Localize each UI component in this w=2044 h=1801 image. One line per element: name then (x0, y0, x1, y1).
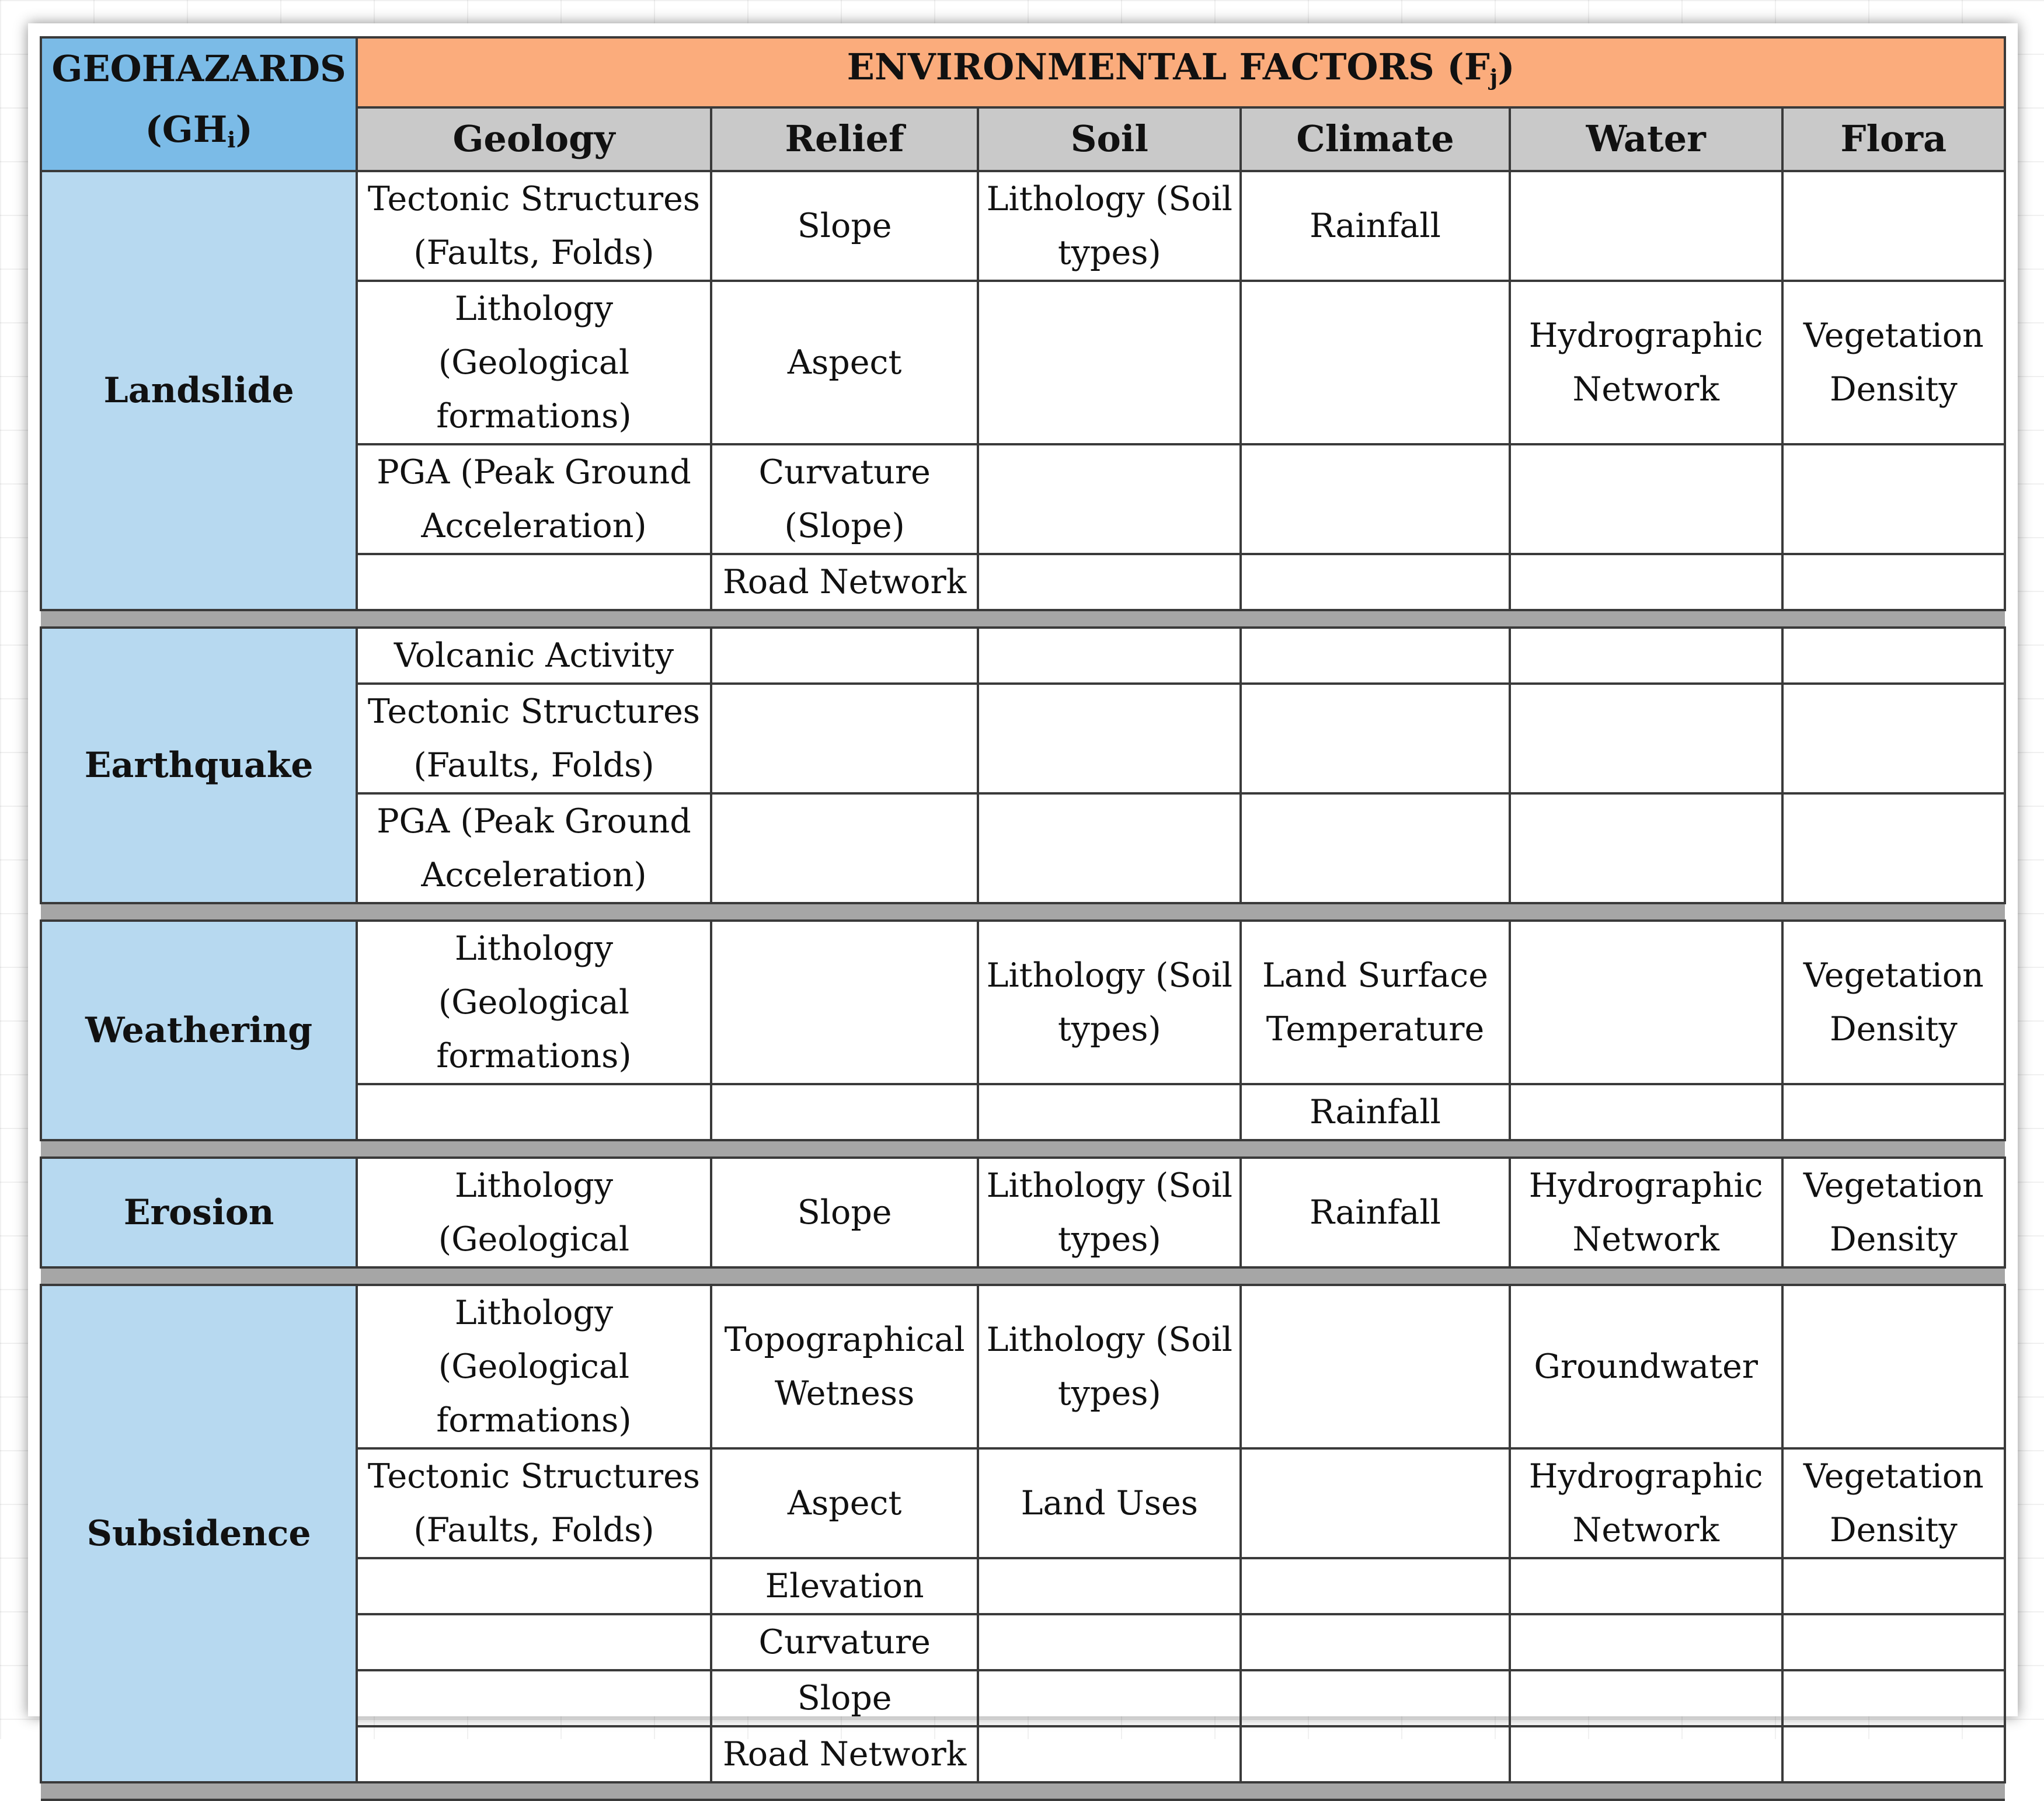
cell-flora (1782, 444, 2005, 554)
cell-water (1510, 1614, 1782, 1670)
cell-geology: Lithology (Geological (357, 1158, 711, 1267)
cell-climate (1241, 684, 1510, 793)
cell-geology (357, 1726, 711, 1782)
group-separator (41, 903, 2005, 921)
cell-relief (711, 628, 979, 684)
cell-flora (1782, 684, 2005, 793)
table-row (41, 1285, 2005, 1448)
cell-flora: Vegetation Density (1782, 1448, 2005, 1558)
cell-soil (978, 444, 1241, 554)
cell-flora: Vegetation Density (1782, 921, 2005, 1084)
cell-climate (1241, 444, 1510, 554)
cell-relief: Elevation (711, 1558, 979, 1614)
geohazards-factors-table (40, 36, 2006, 1801)
cell-geology (357, 1084, 711, 1140)
cell-flora: Vegetation Density (1782, 281, 2005, 444)
cell-water (1510, 793, 1782, 903)
cell-water (1510, 684, 1782, 793)
cell-water: Hydrographic Network (1510, 1448, 1782, 1558)
group-separator (41, 1140, 2005, 1158)
header-row-top (41, 37, 2005, 107)
cell-climate (1241, 281, 1510, 444)
cell-water (1510, 1558, 1782, 1614)
cell-climate (1241, 1614, 1510, 1670)
cell-water (1510, 628, 1782, 684)
cell-climate (1241, 1670, 1510, 1726)
cell-flora (1782, 1285, 2005, 1448)
cell-relief: Slope (711, 1158, 979, 1267)
column-header-geology: Geology (357, 107, 711, 172)
cell-climate (1241, 1448, 1510, 1558)
cell-flora (1782, 1670, 2005, 1726)
cell-flora (1782, 793, 2005, 903)
env-subscript: j (1489, 64, 1498, 90)
cell-soil (978, 684, 1241, 793)
hazard-label-landslide: Landslide (41, 171, 357, 610)
cell-relief: Curvature (Slope) (711, 444, 979, 554)
cell-water (1510, 554, 1782, 610)
group-separator (41, 610, 2005, 628)
geohazards-symbol: $(GH_i)$ (145, 108, 253, 153)
hazard-label-earthquake: Earthquake (41, 628, 357, 903)
cell-climate: Rainfall (1241, 171, 1510, 281)
cell-climate (1241, 793, 1510, 903)
cell-water: Hydrographic Network (1510, 1158, 1782, 1267)
column-header-flora: Flora (1782, 107, 2005, 172)
cell-geology: PGA (Peak Ground Acceleration) (357, 793, 711, 903)
cell-soil: Lithology (Soil types) (978, 171, 1241, 281)
cell-geology (357, 1558, 711, 1614)
column-header-soil: Soil (978, 107, 1241, 172)
cell-water (1510, 1726, 1782, 1782)
cell-soil (978, 793, 1241, 903)
cell-climate (1241, 554, 1510, 610)
table-row (41, 628, 2005, 684)
cell-relief: Road Network (711, 1726, 979, 1782)
cell-water (1510, 444, 1782, 554)
cell-relief (711, 1084, 979, 1140)
cell-geology (357, 1614, 711, 1670)
cell-flora (1782, 171, 2005, 281)
cell-soil: Lithology (Soil types) (978, 921, 1241, 1084)
cell-relief: Aspect (711, 281, 979, 444)
cell-soil (978, 1614, 1241, 1670)
cell-geology: Volcanic Activity (357, 628, 711, 684)
cell-climate: Rainfall (1241, 1158, 1510, 1267)
cell-geology: Tectonic Structures (Faults, Folds) (357, 1448, 711, 1558)
geohazards-subscript: i (227, 127, 236, 153)
group-separator (41, 1267, 2005, 1285)
cell-geology (357, 554, 711, 610)
cell-flora: Vegetation Density (1782, 1158, 2005, 1267)
cell-climate (1241, 628, 1510, 684)
cell-water (1510, 1084, 1782, 1140)
cell-soil: Lithology (Soil types) (978, 1158, 1241, 1267)
cell-soil (978, 1558, 1241, 1614)
cell-flora (1782, 628, 2005, 684)
cell-flora (1782, 1558, 2005, 1614)
cell-soil: Lithology (Soil types) (978, 1285, 1241, 1448)
cell-relief: Aspect (711, 1448, 979, 1558)
cell-soil (978, 281, 1241, 444)
cell-soil: Land Uses (978, 1448, 1241, 1558)
cell-relief: Road Network (711, 554, 979, 610)
group-separator (41, 1782, 2005, 1800)
cell-relief: Curvature (711, 1614, 979, 1670)
hazard-label-weathering: Weathering (41, 921, 357, 1140)
cell-relief: Topographical Wetness (711, 1285, 979, 1448)
cell-geology: Lithology (Geological formations) (357, 1285, 711, 1448)
geohazards-title: GEOHAZARDS (51, 47, 346, 90)
cell-relief (711, 921, 979, 1084)
cell-water (1510, 921, 1782, 1084)
cell-relief (711, 684, 979, 793)
hazard-label-subsidence: Subsidence (41, 1285, 357, 1782)
cell-flora (1782, 1726, 2005, 1782)
cell-geology: PGA (Peak Ground Acceleration) (357, 444, 711, 554)
table-image-frame (28, 23, 2018, 1774)
cell-water (1510, 171, 1782, 281)
cell-relief: Slope (711, 171, 979, 281)
hazard-label-erosion: Erosion (41, 1158, 357, 1267)
table-row (41, 171, 2005, 281)
environmental-factors-header-cell: ENVIRONMENTAL FACTORS $(F_j)$ (357, 37, 2005, 107)
cell-geology: Lithology (Geological formations) (357, 921, 711, 1084)
cell-soil (978, 554, 1241, 610)
cell-climate: Rainfall (1241, 1084, 1510, 1140)
cell-water: Groundwater (1510, 1285, 1782, 1448)
cell-geology (357, 1670, 711, 1726)
cell-climate (1241, 1558, 1510, 1614)
column-header-relief: Relief (711, 107, 979, 172)
cell-climate: Land Surface Temperature (1241, 921, 1510, 1084)
cell-geology: Tectonic Structures (Faults, Folds) (357, 684, 711, 793)
cell-climate (1241, 1285, 1510, 1448)
cell-relief: Slope (711, 1670, 979, 1726)
cell-flora (1782, 554, 2005, 610)
cell-geology: Tectonic Structures (Faults, Folds) (357, 171, 711, 281)
column-header-climate: Climate (1241, 107, 1510, 172)
cell-flora (1782, 1614, 2005, 1670)
cell-water: Hydrographic Network (1510, 281, 1782, 444)
cell-water (1510, 1670, 1782, 1726)
cell-soil (978, 1670, 1241, 1726)
cell-flora (1782, 1084, 2005, 1140)
cell-geology: Lithology (Geological formations) (357, 281, 711, 444)
cell-soil (978, 1726, 1241, 1782)
column-header-water: Water (1510, 107, 1782, 172)
cell-climate (1241, 1726, 1510, 1782)
cell-soil (978, 1084, 1241, 1140)
cell-soil (978, 628, 1241, 684)
table-row (41, 921, 2005, 1084)
cell-relief (711, 793, 979, 903)
table-row (41, 1158, 2005, 1267)
geohazards-header-cell (41, 37, 357, 171)
